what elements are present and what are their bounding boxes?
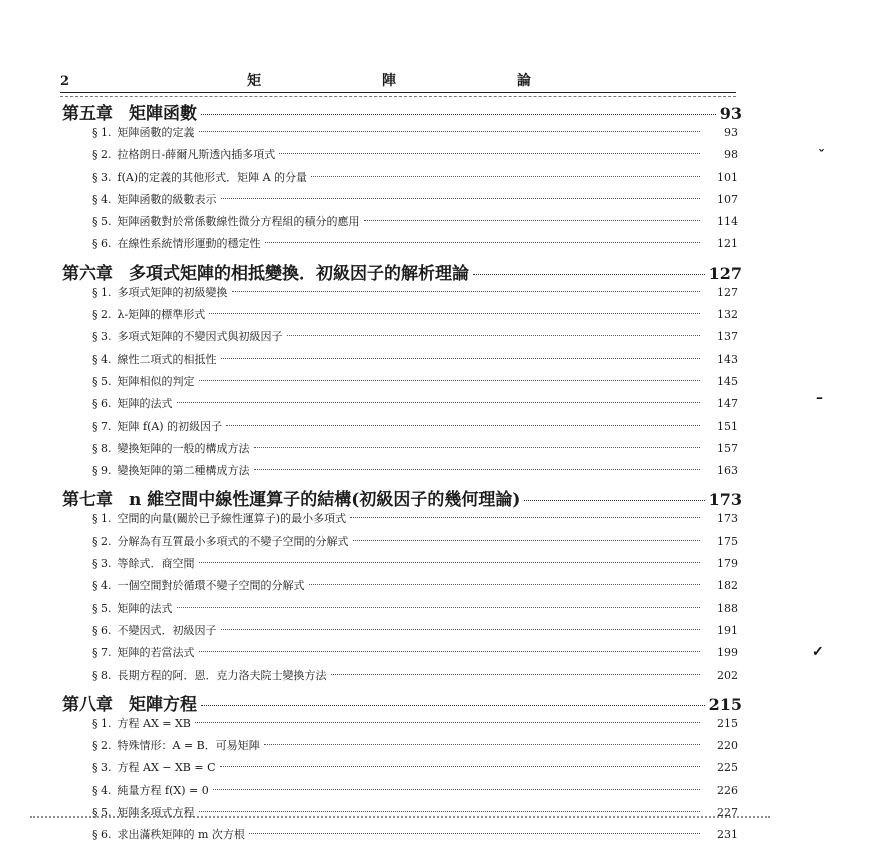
section-heading xyxy=(92,284,228,300)
section-title: 拉格朗日-薛爾凡斯透內插多項式 xyxy=(117,148,276,162)
dot-leader xyxy=(199,380,701,381)
bleed-through-noise xyxy=(30,808,770,818)
section-title: 空間的向量(關於已予線性運算子)的最小多項式 xyxy=(117,512,347,526)
section-title: 在線性系統情形運動的穩定性 xyxy=(117,237,261,251)
section-title: 多項式矩陣的初級變換 xyxy=(117,285,228,299)
section-title: 方程 AX − XB = C xyxy=(117,761,216,775)
section-title: 一個空間對於循環不變子空間的分解式 xyxy=(117,579,305,593)
dot-leader xyxy=(221,358,701,359)
toc-section-row xyxy=(62,737,742,759)
toc-section-row xyxy=(62,373,742,395)
toc-section-row xyxy=(62,124,742,146)
section-page: 137 xyxy=(717,330,738,344)
section-title: 矩陣多項式方程 xyxy=(117,806,195,820)
dot-leader xyxy=(199,651,701,652)
section-title: 矩陣函數的級數表示 xyxy=(117,192,217,206)
section-number: § 6. xyxy=(92,397,112,411)
header-rule xyxy=(60,92,736,93)
section-heading xyxy=(92,737,260,753)
chapter-title: 矩陣方程 xyxy=(129,694,197,715)
toc-section-row xyxy=(62,759,742,781)
section-title: 矩陣 f(A) 的初級因子 xyxy=(117,419,223,433)
section-title: 特殊情形：A = B．可易矩陣 xyxy=(117,739,260,753)
section-heading xyxy=(92,191,217,207)
section-page: 107 xyxy=(717,192,738,206)
dot-leader xyxy=(201,114,716,115)
section-page: 93 xyxy=(724,126,738,139)
toc-section-row xyxy=(62,577,742,599)
section-page: 98 xyxy=(724,148,738,162)
chapter-page: 127 xyxy=(708,263,742,283)
section-page: 132 xyxy=(717,308,738,322)
toc-chapter-row xyxy=(62,485,742,510)
dot-leader xyxy=(287,335,701,336)
section-page: 227 xyxy=(717,806,738,820)
section-title: 線性二項式的相抵性 xyxy=(117,352,217,366)
toc-section-row xyxy=(62,440,742,462)
section-title: 矩陣相似的判定 xyxy=(117,374,195,388)
section-page: 147 xyxy=(717,397,738,411)
section-page: 101 xyxy=(717,170,738,184)
section-heading xyxy=(92,600,173,616)
running-header xyxy=(60,70,736,92)
chapter-title: n 維空間中線性運算子的結構(初級因子的幾何理論) xyxy=(129,490,521,511)
section-page: 145 xyxy=(717,374,738,388)
dot-leader xyxy=(254,469,701,470)
section-title: 矩陣函數的定義 xyxy=(117,126,195,139)
section-heading xyxy=(92,306,205,322)
toc-section-row xyxy=(62,395,742,417)
section-number: § 1. xyxy=(92,512,112,526)
dot-leader xyxy=(226,425,700,426)
section-title: f(A)的定義的其他形式．矩陣 A 的分量 xyxy=(117,170,308,184)
toc-chapter-row xyxy=(62,259,742,284)
dot-leader xyxy=(311,176,700,177)
section-heading xyxy=(92,235,261,251)
dot-leader xyxy=(177,402,701,403)
toc-section-row xyxy=(62,667,742,689)
section-number: § 1. xyxy=(92,126,112,139)
toc-section-row xyxy=(62,418,742,440)
section-heading xyxy=(92,555,195,571)
section-number: § 5. xyxy=(92,806,112,820)
section-number: § 8. xyxy=(92,668,112,682)
section-title: 矩陣的法式 xyxy=(117,601,173,615)
section-heading xyxy=(92,622,217,638)
dot-leader xyxy=(220,766,700,767)
section-number: § 3. xyxy=(92,170,112,184)
section-number: § 6. xyxy=(92,623,112,637)
section-page: 215 xyxy=(717,716,738,730)
toc-section-row xyxy=(62,533,742,555)
table-of-contents xyxy=(62,98,742,849)
section-page: 191 xyxy=(717,623,738,637)
section-heading xyxy=(92,169,307,185)
section-number: § 2. xyxy=(92,308,112,322)
section-number: § 5. xyxy=(92,374,112,388)
toc-section-row xyxy=(62,555,742,577)
dot-leader xyxy=(254,447,701,448)
margin-tick-mark: ˇ xyxy=(818,148,825,164)
toc-section-row xyxy=(62,306,742,328)
dot-leader xyxy=(364,220,701,221)
section-number: § 5. xyxy=(92,215,112,229)
dot-leader xyxy=(279,153,700,154)
page-number: 2 xyxy=(60,73,70,89)
chapter-heading xyxy=(62,690,197,715)
toc-section-row xyxy=(62,826,742,848)
dot-leader xyxy=(353,540,701,541)
section-heading xyxy=(92,213,360,229)
section-page: 175 xyxy=(717,534,738,548)
section-title: 長期方程的阿．恩．克力洛夫院士變換方法 xyxy=(117,668,327,682)
section-page: 199 xyxy=(717,646,738,660)
chapter-heading xyxy=(62,99,197,124)
dot-leader xyxy=(195,722,700,723)
section-number: § 3. xyxy=(92,330,112,344)
toc-section-row xyxy=(62,328,742,350)
section-title: λ-矩陣的標準形式 xyxy=(117,308,206,322)
toc-section-row xyxy=(62,146,742,168)
margin-dash-mark: – xyxy=(816,390,823,406)
section-number: § 1. xyxy=(92,716,112,730)
section-title: 等餘式．商空間 xyxy=(117,557,195,571)
section-number: § 7. xyxy=(92,419,112,433)
chapter-number: 第七章 xyxy=(62,490,113,511)
chapter-page: 173 xyxy=(708,490,742,510)
dot-leader xyxy=(473,274,705,275)
section-title: 純量方程 f(X) = 0 xyxy=(117,783,209,797)
section-heading xyxy=(92,782,209,798)
section-number: § 6. xyxy=(92,237,112,251)
toc-section-row xyxy=(62,622,742,644)
dot-leader xyxy=(221,629,701,630)
toc-section-row xyxy=(62,600,742,622)
section-number: § 4. xyxy=(92,352,112,366)
chapter-page: 215 xyxy=(708,694,742,714)
chapter-title: 矩陣函數 xyxy=(129,104,197,124)
section-number: § 3. xyxy=(92,557,112,571)
running-title: 矩 陣 論 xyxy=(247,73,589,89)
section-heading xyxy=(92,351,217,367)
dot-leader xyxy=(265,242,701,243)
dot-leader xyxy=(331,674,701,675)
toc-section-row xyxy=(62,351,742,373)
section-heading xyxy=(92,328,283,344)
section-number: § 8. xyxy=(92,441,112,455)
chapter-number: 第五章 xyxy=(62,104,113,124)
dot-leader xyxy=(249,833,700,834)
section-page: 179 xyxy=(717,557,738,571)
section-heading xyxy=(92,373,195,389)
section-heading xyxy=(92,826,245,842)
dot-leader xyxy=(199,131,701,132)
section-page: 121 xyxy=(717,237,738,251)
toc-section-row xyxy=(62,213,742,235)
section-page: 220 xyxy=(717,739,738,753)
section-page: 231 xyxy=(717,828,738,842)
section-number: § 7. xyxy=(92,646,112,660)
section-heading xyxy=(92,146,275,162)
section-heading xyxy=(92,418,222,434)
toc-section-row xyxy=(62,235,742,257)
section-heading xyxy=(92,440,250,456)
section-page: 114 xyxy=(717,215,738,229)
section-page: 143 xyxy=(717,352,738,366)
section-heading xyxy=(92,667,327,683)
chapter-number: 第六章 xyxy=(62,263,113,284)
chapter-number: 第八章 xyxy=(62,694,113,715)
chapter-heading xyxy=(62,485,520,510)
dot-leader xyxy=(221,198,701,199)
section-page: 151 xyxy=(717,419,738,433)
section-page: 188 xyxy=(717,601,738,615)
toc-chapter-row xyxy=(62,690,742,715)
toc-section-row xyxy=(62,284,742,306)
dot-leader xyxy=(201,705,705,706)
section-heading xyxy=(92,533,349,549)
dot-leader xyxy=(264,744,700,745)
section-title: 變換矩陣的一般的構成方法 xyxy=(117,441,250,455)
dot-leader xyxy=(199,562,701,563)
section-heading xyxy=(92,759,216,775)
section-page: 202 xyxy=(717,668,738,682)
section-page: 173 xyxy=(717,512,738,526)
toc-section-row xyxy=(62,715,742,737)
section-number: § 2. xyxy=(92,534,112,548)
dot-leader xyxy=(309,584,701,585)
section-number: § 3. xyxy=(92,761,112,775)
section-heading xyxy=(92,577,305,593)
section-heading xyxy=(92,395,173,411)
section-heading xyxy=(92,462,250,478)
section-number: § 6. xyxy=(92,828,112,842)
dot-leader xyxy=(209,313,700,314)
section-title: 變換矩陣的第二種構成方法 xyxy=(117,464,250,478)
dot-leader xyxy=(177,607,701,608)
section-heading xyxy=(92,124,195,140)
dot-leader xyxy=(213,789,700,790)
section-heading xyxy=(92,510,346,526)
toc-chapter-row xyxy=(62,99,742,124)
section-title: 求出滿秩矩陣的 m 次方根 xyxy=(117,828,245,842)
toc-section-row xyxy=(62,644,742,666)
section-page: 163 xyxy=(717,464,738,478)
toc-section-row xyxy=(62,782,742,804)
section-title: 矩陣函數對於常係數線性微分方程組的積分的應用 xyxy=(117,215,360,229)
dot-leader xyxy=(350,517,700,518)
section-title: 矩陣的若當法式 xyxy=(117,646,195,660)
chapter-heading xyxy=(62,259,469,284)
dot-leader xyxy=(232,291,701,292)
section-title: 多項式矩陣的不變因式與初級因子 xyxy=(117,330,283,344)
section-number: § 1. xyxy=(92,285,112,299)
section-title: 矩陣的法式 xyxy=(117,397,173,411)
section-title: 方程 AX = XB xyxy=(117,716,191,730)
section-page: 127 xyxy=(717,285,738,299)
section-page: 182 xyxy=(717,579,738,593)
section-number: § 9. xyxy=(92,464,112,478)
section-title: 分解為有互質最小多項式的不變子空間的分解式 xyxy=(117,534,349,548)
toc-section-row xyxy=(62,510,742,532)
header-rule-shadow xyxy=(60,96,736,97)
section-number: § 5. xyxy=(92,601,112,615)
margin-check-mark: ✓ xyxy=(812,644,824,660)
section-heading xyxy=(92,715,191,731)
section-number: § 4. xyxy=(92,783,112,797)
section-page: 226 xyxy=(717,783,738,797)
section-page: 225 xyxy=(717,761,738,775)
section-number: § 4. xyxy=(92,192,112,206)
chapter-title: 多項式矩陣的相抵變換．初級因子的解析理論 xyxy=(129,263,469,284)
section-page: 157 xyxy=(717,441,738,455)
section-title: 不變因式．初級因子 xyxy=(117,623,217,637)
section-number: § 2. xyxy=(92,148,112,162)
dot-leader xyxy=(524,500,704,501)
toc-section-row xyxy=(62,462,742,484)
section-heading xyxy=(92,644,195,660)
chapter-page: 93 xyxy=(719,104,742,123)
toc-section-row xyxy=(62,169,742,191)
toc-section-row xyxy=(62,191,742,213)
section-number: § 2. xyxy=(92,739,112,753)
section-number: § 4. xyxy=(92,579,112,593)
